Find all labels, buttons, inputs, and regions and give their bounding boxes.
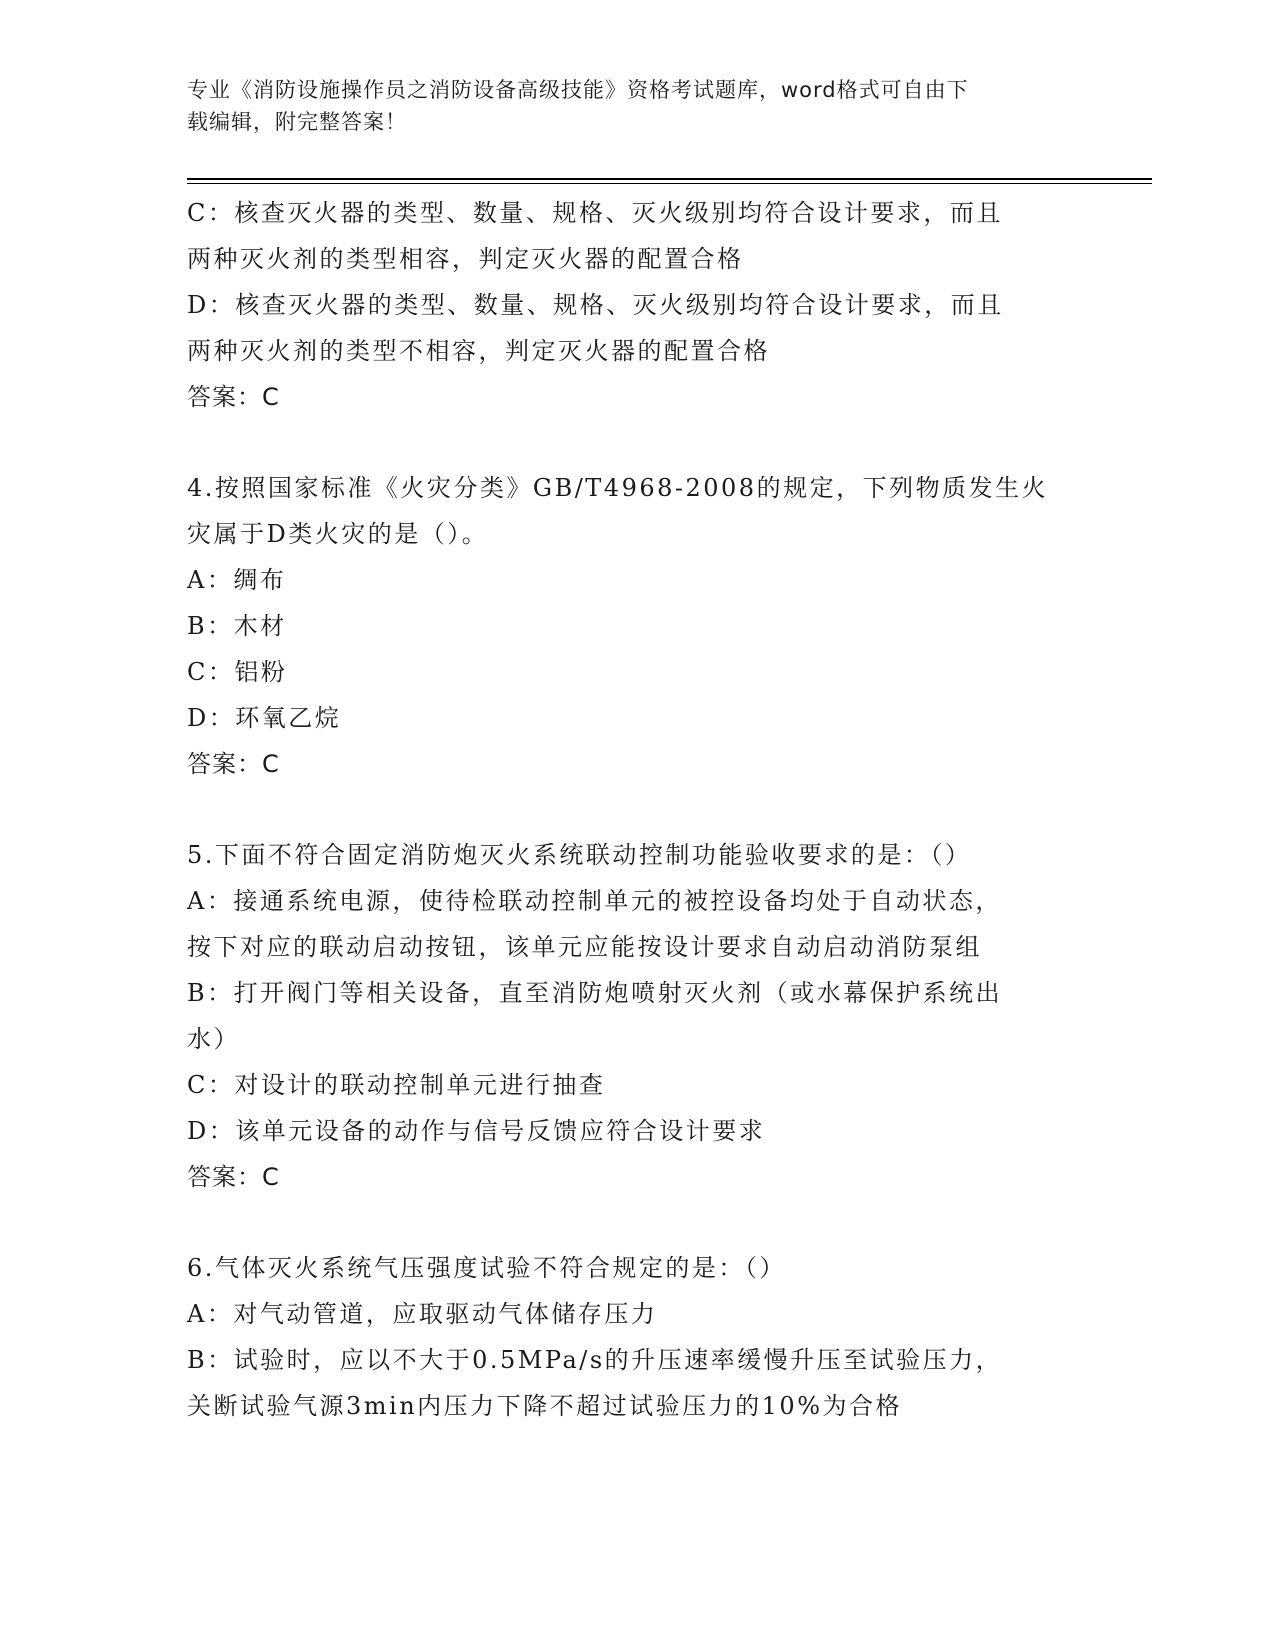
option-b: B：试验时，应以不大于0.5MPa/s的升压速率缓慢升压至试验压力， [187, 1346, 1003, 1374]
question-6 [187, 1245, 1087, 1429]
answer-label: 答案：C [187, 383, 280, 411]
question-4 [187, 465, 1087, 787]
option-b: B：打开阀门等相关设备，直至消防炮喷射灭火剂（或水幕保护系统出 [187, 979, 1003, 1007]
answer-label: 答案：C [187, 1163, 280, 1191]
option-b-continued: 关断试验气源3min内压力下降不超过试验压力的10%为合格 [187, 1392, 903, 1420]
question-stem: 5.下面不符合固定消防炮灭火系统联动控制功能验收要求的是：（） [187, 841, 972, 869]
option-a: A：接通系统电源，使待检联动控制单元的被控设备均处于自动状态， [187, 887, 1002, 915]
document-body [187, 190, 1087, 1429]
header-line-2: 载编辑，附完整答案！ [187, 110, 407, 134]
document-header [187, 74, 1087, 138]
question-stem-continued: 灾属于D类火灾的是（）。 [187, 520, 489, 548]
question-5 [187, 832, 1087, 1200]
question-stem: 4.按照国家标准《火灾分类》GB/T4968-2008的规定，下列物质发生火 [187, 474, 1049, 502]
option-b: B：木材 [187, 612, 287, 640]
option-c: C：核查灭火器的类型、数量、规格、灭火级别均符合设计要求，而且 [187, 199, 1003, 227]
option-d: D：核查灭火器的类型、数量、规格、灭火级别均符合设计要求，而且 [187, 291, 1004, 319]
option-c: C：铝粉 [187, 658, 288, 686]
option-d: D：环氧乙烷 [187, 704, 342, 732]
question-stem: 6.气体灭火系统气压强度试验不符合规定的是：（） [187, 1254, 786, 1282]
answer-label: 答案：C [187, 750, 280, 778]
header-line-1: 专业《消防设施操作员之消防设备高级技能》资格考试题库，word格式可自由下 [187, 78, 969, 102]
header-divider-thick [187, 178, 1152, 180]
option-c-continued: 两种灭火剂的类型相容，判定灭火器的配置合格 [187, 245, 744, 273]
question-3-continued [187, 190, 1087, 420]
option-d-continued: 两种灭火剂的类型不相容，判定灭火器的配置合格 [187, 337, 770, 365]
option-a: A：对气动管道，应取驱动气体储存压力 [187, 1300, 658, 1328]
option-a: A：绸布 [187, 566, 287, 594]
option-c: C：对设计的联动控制单元进行抽查 [187, 1071, 606, 1099]
option-a-continued: 按下对应的联动启动按钮，该单元应能按设计要求自动启动消防泵组 [187, 933, 982, 961]
header-divider-thin [187, 183, 1152, 184]
option-b-continued: 水） [187, 1025, 240, 1053]
option-d: D：该单元设备的动作与信号反馈应符合设计要求 [187, 1117, 766, 1145]
